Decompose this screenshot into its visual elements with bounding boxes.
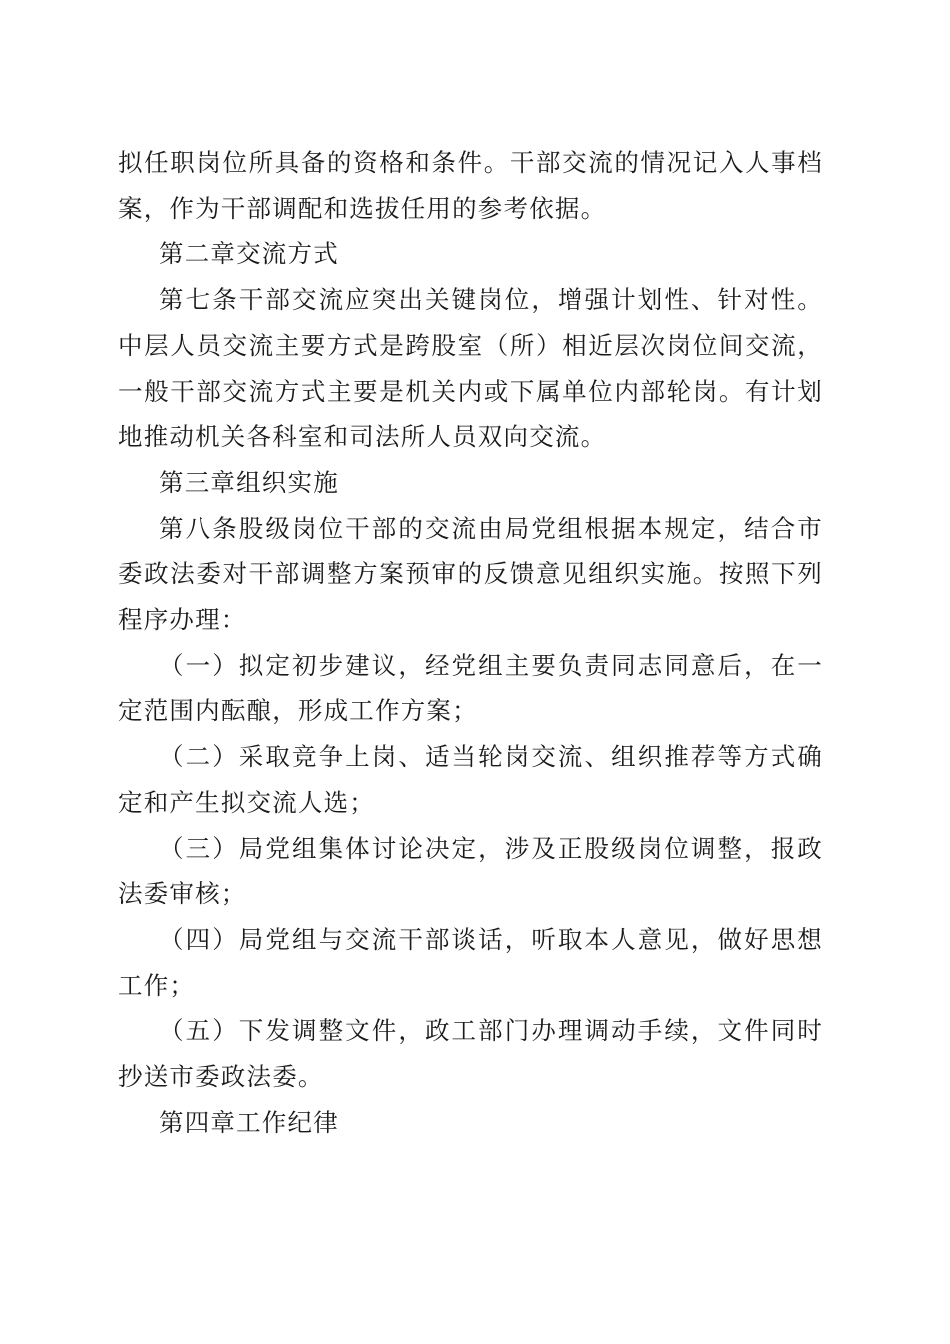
chapter-heading-4: 第四章工作纪律 bbox=[159, 1107, 339, 1137]
paragraph-continuation: 拟任职岗位所具备的资格和条件。干部交流的情况记入人事档案，作为干部调配和选拔任用的参考依据。 bbox=[118, 148, 823, 223]
chapter-heading-3: 第三章组织实施 bbox=[159, 467, 339, 497]
procedure-item-3: （三）局党组集体讨论决定，涉及正股级岗位调整，报政法委审核； bbox=[118, 833, 823, 909]
document-body bbox=[118, 140, 823, 1145]
chapter-heading-2: 第二章交流方式 bbox=[159, 239, 339, 269]
procedure-item-1: （一）拟定初步建议，经党组主要负责同志同意后，在一定范围内酝酿，形成工作方案； bbox=[118, 650, 823, 726]
procedure-item-5: （五）下发调整文件，政工部门办理调动手续，文件同时抄送市委政法委。 bbox=[118, 1016, 823, 1092]
article-7: 第七条干部交流应突出关键岗位，增强计划性、针对性。中层人员交流主要方式是跨股室（所）相近层次岗位间交流，一般干部交流方式主要是机关内或下属单位内部轮岗。有计划地推动机关各科室和司法所人员双向交流。 bbox=[118, 285, 823, 452]
procedure-item-2: （二）采取竞争上岗、适当轮岗交流、组织推荐等方式确定和产生拟交流人选； bbox=[118, 742, 823, 817]
article-8: 第八条股级岗位干部的交流由局党组根据本规定，结合市委政法委对干部调整方案预审的反馈意见组织实施。按照下列程序办理： bbox=[118, 513, 823, 635]
procedure-item-4: （四）局党组与交流干部谈话，听取本人意见，做好思想工作； bbox=[118, 924, 823, 1000]
